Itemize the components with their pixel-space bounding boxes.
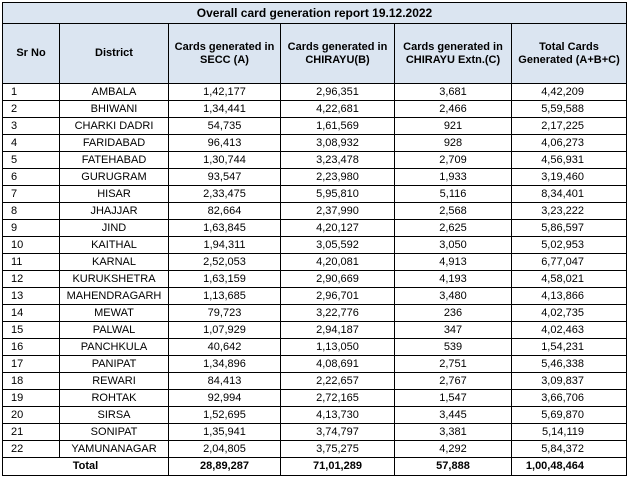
cell-total: 5,59,588	[512, 101, 627, 118]
cell-chirayu-extn: 3,381	[395, 424, 512, 441]
table-row	[3, 101, 627, 118]
cell-chirayu: 2,22,657	[281, 373, 395, 390]
cell-district: JIND	[60, 220, 169, 237]
cell-sr-no: 17	[3, 356, 60, 373]
cell-chirayu: 2,96,701	[281, 288, 395, 305]
cell-secc: 1,42,177	[169, 84, 281, 101]
cell-secc: 1,34,441	[169, 101, 281, 118]
cell-total: 4,06,273	[512, 135, 627, 152]
cell-chirayu-extn: 4,292	[395, 441, 512, 458]
cell-chirayu-extn: 347	[395, 322, 512, 339]
cell-district: ROHTAK	[60, 390, 169, 407]
cell-total: 1,54,231	[512, 339, 627, 356]
cell-secc: 1,07,929	[169, 322, 281, 339]
cell-secc: 40,642	[169, 339, 281, 356]
cell-chirayu-extn: 3,050	[395, 237, 512, 254]
cell-secc: 92,994	[169, 390, 281, 407]
cell-chirayu: 4,13,730	[281, 407, 395, 424]
cell-district: REWARI	[60, 373, 169, 390]
cell-chirayu-extn: 921	[395, 118, 512, 135]
cell-district: FATEHABAD	[60, 152, 169, 169]
cell-sr-no: 7	[3, 186, 60, 203]
cell-sr-no: 4	[3, 135, 60, 152]
header-row	[3, 24, 627, 84]
cell-chirayu-extn: 928	[395, 135, 512, 152]
cell-total: 6,77,047	[512, 254, 627, 271]
cell-chirayu: 3,75,275	[281, 441, 395, 458]
cell-district: SIRSA	[60, 407, 169, 424]
cell-sr-no: 3	[3, 118, 60, 135]
cell-secc: 84,413	[169, 373, 281, 390]
table-row	[3, 271, 627, 288]
cell-district: PALWAL	[60, 322, 169, 339]
cell-secc: 1,52,695	[169, 407, 281, 424]
cell-district: HISAR	[60, 186, 169, 203]
cell-chirayu: 2,23,980	[281, 169, 395, 186]
table-row	[3, 169, 627, 186]
cell-chirayu-extn: 2,709	[395, 152, 512, 169]
table-row	[3, 288, 627, 305]
cell-secc: 1,30,744	[169, 152, 281, 169]
cell-chirayu-extn: 2,568	[395, 203, 512, 220]
cell-district: PANCHKULA	[60, 339, 169, 356]
cell-chirayu: 2,37,990	[281, 203, 395, 220]
cell-secc: 1,34,896	[169, 356, 281, 373]
cell-chirayu: 2,96,351	[281, 84, 395, 101]
header-secc: Cards generated in SECC (A)	[169, 24, 281, 84]
total-secc: 28,89,287	[169, 458, 281, 476]
cell-secc: 2,33,475	[169, 186, 281, 203]
cell-district: PANIPAT	[60, 356, 169, 373]
cell-sr-no: 12	[3, 271, 60, 288]
cell-total: 3,66,706	[512, 390, 627, 407]
cell-total: 4,58,021	[512, 271, 627, 288]
cell-district: KAITHAL	[60, 237, 169, 254]
cell-sr-no: 20	[3, 407, 60, 424]
cell-sr-no: 14	[3, 305, 60, 322]
cell-chirayu: 4,08,691	[281, 356, 395, 373]
cell-total: 8,34,401	[512, 186, 627, 203]
cell-chirayu: 5,95,810	[281, 186, 395, 203]
cell-chirayu-extn: 539	[395, 339, 512, 356]
cell-chirayu: 3,08,932	[281, 135, 395, 152]
cell-secc: 1,35,941	[169, 424, 281, 441]
cell-total: 4,13,866	[512, 288, 627, 305]
cell-total: 5,69,870	[512, 407, 627, 424]
cell-district: CHARKI DADRI	[60, 118, 169, 135]
table-row	[3, 152, 627, 169]
cell-total: 3,09,837	[512, 373, 627, 390]
cell-secc: 1,94,311	[169, 237, 281, 254]
cell-district: SONIPAT	[60, 424, 169, 441]
cell-chirayu: 1,13,050	[281, 339, 395, 356]
total-row	[3, 458, 627, 476]
cell-secc: 79,723	[169, 305, 281, 322]
cell-total: 2,17,225	[512, 118, 627, 135]
cell-sr-no: 18	[3, 373, 60, 390]
cell-district: MAHENDRAGARH	[60, 288, 169, 305]
table-row	[3, 356, 627, 373]
title-row	[3, 3, 627, 24]
cell-chirayu-extn: 2,625	[395, 220, 512, 237]
cell-sr-no: 13	[3, 288, 60, 305]
header-district: District	[60, 24, 169, 84]
cell-chirayu: 2,94,187	[281, 322, 395, 339]
cell-chirayu-extn: 2,751	[395, 356, 512, 373]
cell-secc: 82,664	[169, 203, 281, 220]
cell-secc: 1,63,159	[169, 271, 281, 288]
cell-secc: 54,735	[169, 118, 281, 135]
cell-total: 5,02,953	[512, 237, 627, 254]
total-label: Total	[3, 458, 169, 476]
cell-sr-no: 21	[3, 424, 60, 441]
cell-chirayu-extn: 1,547	[395, 390, 512, 407]
cell-total: 4,02,735	[512, 305, 627, 322]
cell-sr-no: 19	[3, 390, 60, 407]
cell-district: MEWAT	[60, 305, 169, 322]
table-row	[3, 118, 627, 135]
table-row	[3, 441, 627, 458]
cell-secc: 2,52,053	[169, 254, 281, 271]
cell-chirayu: 2,72,165	[281, 390, 395, 407]
cell-chirayu: 2,90,669	[281, 271, 395, 288]
cell-chirayu: 4,22,681	[281, 101, 395, 118]
cell-total: 5,46,338	[512, 356, 627, 373]
cell-sr-no: 1	[3, 84, 60, 101]
cell-chirayu: 3,22,776	[281, 305, 395, 322]
cell-chirayu-extn: 2,466	[395, 101, 512, 118]
table-row	[3, 373, 627, 390]
total-chirayu: 71,01,289	[281, 458, 395, 476]
cell-sr-no: 15	[3, 322, 60, 339]
cell-chirayu: 4,20,127	[281, 220, 395, 237]
table-row	[3, 407, 627, 424]
header-chirayu: Cards generated in CHIRAYU(B)	[281, 24, 395, 84]
header-total-cards: Total Cards Generated (A+B+C)	[512, 24, 627, 84]
table-row	[3, 322, 627, 339]
table-row	[3, 254, 627, 271]
cell-chirayu-extn: 236	[395, 305, 512, 322]
table-row	[3, 305, 627, 322]
cell-total: 4,56,931	[512, 152, 627, 169]
table-row	[3, 390, 627, 407]
cell-chirayu: 3,05,592	[281, 237, 395, 254]
cell-chirayu-extn: 2,767	[395, 373, 512, 390]
cell-total: 3,19,460	[512, 169, 627, 186]
table-row	[3, 186, 627, 203]
cell-secc: 1,13,685	[169, 288, 281, 305]
cell-total: 4,02,463	[512, 322, 627, 339]
cell-secc: 96,413	[169, 135, 281, 152]
cell-chirayu-extn: 4,913	[395, 254, 512, 271]
cell-sr-no: 9	[3, 220, 60, 237]
cell-district: YAMUNANAGAR	[60, 441, 169, 458]
table-row	[3, 203, 627, 220]
cell-total: 3,23,222	[512, 203, 627, 220]
report-title: Overall card generation report 19.12.2022	[3, 3, 627, 24]
cell-sr-no: 5	[3, 152, 60, 169]
cell-chirayu-extn: 3,681	[395, 84, 512, 101]
cell-chirayu-extn: 3,445	[395, 407, 512, 424]
cell-sr-no: 22	[3, 441, 60, 458]
cell-total: 4,42,209	[512, 84, 627, 101]
cell-secc: 2,04,805	[169, 441, 281, 458]
cell-district: FARIDABAD	[60, 135, 169, 152]
table-row	[3, 424, 627, 441]
cell-sr-no: 8	[3, 203, 60, 220]
cell-total: 5,86,597	[512, 220, 627, 237]
table-row	[3, 135, 627, 152]
cell-chirayu: 4,20,081	[281, 254, 395, 271]
cell-district: AMBALA	[60, 84, 169, 101]
cell-sr-no: 6	[3, 169, 60, 186]
cell-secc: 93,547	[169, 169, 281, 186]
cell-chirayu: 3,74,797	[281, 424, 395, 441]
cell-sr-no: 2	[3, 101, 60, 118]
cell-chirayu-extn: 3,480	[395, 288, 512, 305]
cell-sr-no: 16	[3, 339, 60, 356]
cell-chirayu-extn: 4,193	[395, 271, 512, 288]
header-sr-no: Sr No	[3, 24, 60, 84]
table-row	[3, 339, 627, 356]
cell-secc: 1,63,845	[169, 220, 281, 237]
total-chirayu-extn: 57,888	[395, 458, 512, 476]
cell-district: KARNAL	[60, 254, 169, 271]
cell-total: 5,84,372	[512, 441, 627, 458]
cell-chirayu: 3,23,478	[281, 152, 395, 169]
cell-sr-no: 10	[3, 237, 60, 254]
cell-chirayu-extn: 5,116	[395, 186, 512, 203]
card-report-table	[2, 2, 627, 476]
header-chirayu-extn: Cards generated in CHIRAYU Extn.(C)	[395, 24, 512, 84]
table-row	[3, 220, 627, 237]
cell-sr-no: 11	[3, 254, 60, 271]
cell-total: 5,14,119	[512, 424, 627, 441]
cell-district: KURUKSHETRA	[60, 271, 169, 288]
table-body	[3, 84, 627, 458]
cell-district: JHAJJAR	[60, 203, 169, 220]
cell-district: BHIWANI	[60, 101, 169, 118]
table-row	[3, 84, 627, 101]
total-cards: 1,00,48,464	[512, 458, 627, 476]
cell-chirayu-extn: 1,933	[395, 169, 512, 186]
table-row	[3, 237, 627, 254]
cell-chirayu: 1,61,569	[281, 118, 395, 135]
cell-district: GURUGRAM	[60, 169, 169, 186]
